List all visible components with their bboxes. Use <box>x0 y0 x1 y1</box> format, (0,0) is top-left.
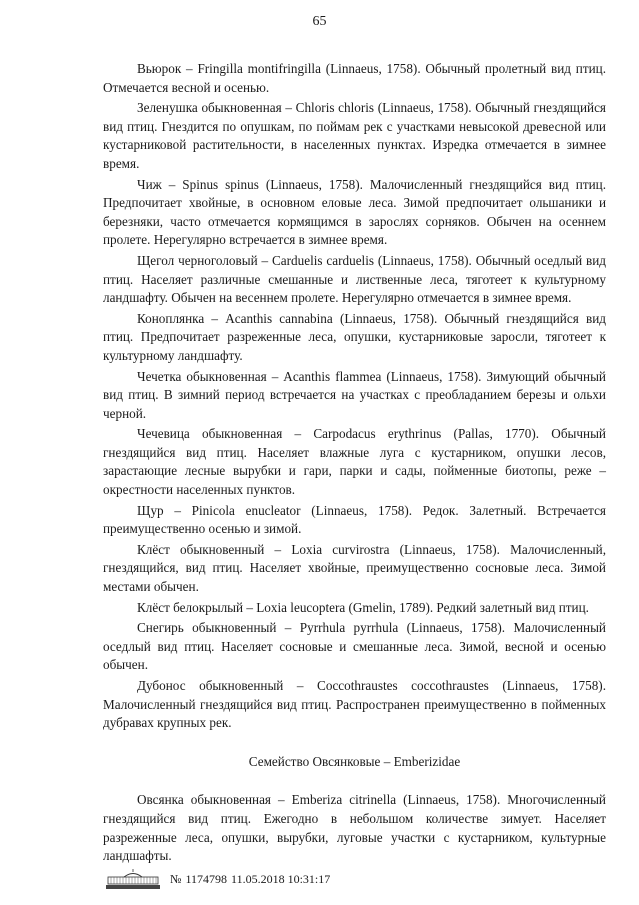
species-entry-linnet: Коноплянка – Acanthis cannabina (Linnaeus, 1758). Обычный гнездящийся вид птиц. Предпочитает разреженные леса, опушки, кустарниковые заросли, тяготеет к культурному ландшафту. <box>103 310 606 363</box>
species-entry-greenfinch: Зеленушка обыкновенная – Chloris chloris (Linnaeus, 1758). Обычный гнездящийся вид птиц. Гнездится по опушкам, по поймам рек с участками невысокой древесной или кустарниковой растительности, в населенных пунктах. Изредка отмечается в зимнее время. <box>103 100 606 171</box>
document-number: 1174798 <box>185 871 228 886</box>
species-entry-yellowhammer: Овсянка обыкновенная – Emberiza citrinella (Linnaeus, 1758). Многочисленный гнездящийся вид птиц. Ежегодно в небольшом количестве зимует. Населяет разреженные леса, опушки, вырубки, луговые участки с кустарником, культурные ландшафты. <box>103 792 606 864</box>
species-entry-goldfinch: Щегол черноголовый – Carduelis carduelis (Linnaeus, 1758). Обычный оседлый вид птиц. Населяет различные смешанные и лиственные леса, тяготеет к культурному ландшафту. Обычен на весеннем пролете. Нерегулярно отмечается в зимнее время. <box>103 252 606 306</box>
species-entry-white-winged-crossbill: Клёст белокрылый – Loxia leucoptera (Gmelin, 1789). Редкий залетный вид птиц. <box>137 599 589 615</box>
document-footer <box>104 866 330 892</box>
document-datetime: 11.05.2018 10:31:17 <box>231 871 331 886</box>
species-entry-siskin: Чиж – Spinus spinus (Linnaeus, 1758). Малочисленный гнездящийся вид птиц. Предпочитает хвойные, в основном еловые леса. Зимой предпочитает ольшаники и березняки, часто отмечается кормящимся в зарослях сорняков. Обычен на осеннем пролете. Нерегулярно встречается в зимнее время. <box>103 176 606 248</box>
government-building-logo-icon <box>104 868 162 890</box>
species-entry-hawfinch: Дубонос обыкновенный – Coccothraustes coccothraustes (Linnaeus, 1758). Малочисленный гнездящийся вид птиц. Распространен преимущественно в пойменных дубравах крупных рек. <box>103 678 606 731</box>
species-entry-redpoll: Чечетка обыкновенная – Acanthis flammea (Linnaeus, 1758). Зимующий обычный вид птиц. В зимний период встречается на участках с преобладанием березы и ольхи черной. <box>103 368 606 421</box>
species-entry-crossbill: Клёст обыкновенный – Loxia curvirostra (Linnaeus, 1758). Малочисленный, гнездящийся, вид птиц. Населяет хвойные, преимущественно сосновые леса. Зимой местами обычен. <box>103 541 606 595</box>
page-number: 65 <box>312 14 327 29</box>
species-entry-brambling: Вьюрок – Fringilla montifringilla (Linnaeus, 1758). Обычный пролетный вид птиц. Отмечается весной и осенью. <box>103 61 606 95</box>
number-sign: № <box>170 871 182 886</box>
document-body <box>103 60 606 866</box>
family-heading: Семейство Овсянковые – Emberizidae <box>248 753 461 769</box>
species-entry-bullfinch: Снегирь обыкновенный – Pyrrhula pyrrhula (Linnaeus, 1758). Малочисленный оседлый вид птиц. Населяет сосновые и смешанные леса. Зимой, весной и осенью обычен. <box>103 620 606 673</box>
species-entry-pine-grosbeak: Щур – Pinicola enucleator (Linnaeus, 1758). Редок. Залетный. Встречается преимущественно осенью и зимой. <box>103 502 606 537</box>
species-entry-rosefinch: Чечевица обыкновенная – Carpodacus erythrinus (Pallas, 1770). Обычный гнездящийся вид птиц. Населяет влажные луга с кустарником, опушки лесов, зарастающие лесные вырубки и гари, парки и сады, пойменные биотопы, реже – окрестности населенных пунктов. <box>103 426 606 498</box>
document-registration <box>170 872 330 887</box>
